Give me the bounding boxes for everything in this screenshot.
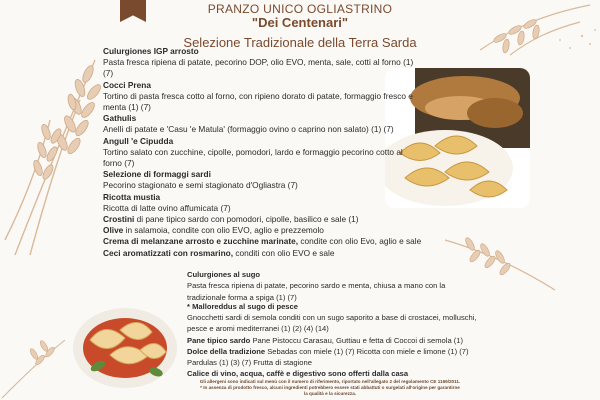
menu-item-description: Tortino salato con zucchine, cipolle, pomodori, lardo e formaggio pecorino cotto al forno (7) xyxy=(103,146,403,169)
menu-subtitle: "Dei Centenari" xyxy=(251,15,349,30)
food-photo-bottom-left xyxy=(70,300,180,390)
menu-item-description: condite con olio Evo, aglio e sale xyxy=(300,236,422,247)
menu-section-top xyxy=(103,46,423,259)
menu-item-description: conditi con olio EVO e sale xyxy=(235,247,335,258)
footnote-line: Gli allergeni sono indicati sul menù con il numero di riferimento, riportato nell'allegato 2 del regolamento CE 1169/2011. xyxy=(199,379,461,384)
footnote-line: la qualità e la sicurezza. xyxy=(303,391,357,396)
menu-item xyxy=(103,136,423,170)
menu-item-inline xyxy=(103,236,433,247)
wheat-bottom-left-decoration xyxy=(0,330,70,400)
menu-item xyxy=(103,46,423,80)
menu-item-description: in salamoia, condite con olio EVO, aglio e prezzemolo xyxy=(125,225,324,236)
menu-item-name: * Malloreddus al sugo di pesce xyxy=(187,302,298,311)
menu-item-inline xyxy=(187,346,487,368)
menu-item xyxy=(103,192,423,214)
menu-item-description: Tortino di pasta fresca cotto al forno, con ripieno dorato di patate, formaggio fresco e menta (1) (7) xyxy=(103,90,413,113)
menu-item-description: Pasta fresca ripiena di patate, pecorino sardo e menta, chiusa a mano con la tradizionale forma a spiga (1) (7) xyxy=(187,281,446,302)
menu-item-name: Ceci aromatizzati con rosmarino, xyxy=(103,247,234,258)
menu-tagline: Selezione Tradizionale della Terra Sarda xyxy=(183,35,417,50)
menu-item-name: Selezione di formaggi sardi xyxy=(103,169,211,180)
menu-item-description: Pane Pistoccu Carasau, Guttiau e fetta di Coccoi di semola (1) xyxy=(252,335,464,345)
menu-item-name: Culurgiones IGP arrosto xyxy=(103,46,199,56)
complimentary-note: Calice di vino, acqua, caffè e digestivo sono offerti dalla casa xyxy=(187,369,409,379)
menu-item-description: Ricotta di latte ovino affumicata (7) xyxy=(103,202,231,213)
footnote-line: * In assenza di prodotto fresco, alcuni ingredienti potrebbero essere stati abbattuti o surgelati all'origine per garantirne xyxy=(200,385,460,390)
menu-item-inline xyxy=(103,248,423,259)
menu-item-name: Crema di melanzane arrosto e zucchine marinate, xyxy=(103,236,299,247)
menu-item-inline xyxy=(103,214,423,225)
menu-item-description: Pasta fresca ripiena di patate, pecorino DOP, olio EVO, menta, sale, cotti al forno (1) (7) xyxy=(103,57,414,79)
menu-item-name: Angull 'e Cipudda xyxy=(103,135,174,146)
menu-item-description: Sebadas con miele (1) (7) Ricotta con miele e limone (1) (7) Pardulas (1) (3) (7) Frutta di stagione xyxy=(187,346,469,368)
wheat-left-decoration xyxy=(0,40,110,260)
menu-item-description: Anelli di patate e 'Casu 'e Matula' (formaggio ovino o caprino non salato) (1) (7) xyxy=(103,124,394,135)
menu-item-description: di pane tipico sardo con pomodori, cipolle, basilico e sale (1) xyxy=(136,214,359,225)
menu-item-name: Dolce della tradizione xyxy=(187,346,266,356)
menu-section-culurgiones xyxy=(187,269,477,303)
menu-item-name: Pane tipico sardo xyxy=(187,335,251,345)
menu-item-name: Culurgiones al sugo xyxy=(187,270,260,279)
allergen-footnote xyxy=(160,379,500,397)
menu-item-inline xyxy=(187,335,487,346)
menu-item-name: Cocci Prena xyxy=(103,79,151,90)
menu-item-description: Gnocchetti sardi di semola conditi con un sugo saporito a base di crostacei, molluschi, pesce e aromi mediterranei (1) (2) (4) (14) xyxy=(187,313,477,334)
menu-item xyxy=(103,80,423,114)
menu-item-name: Ricotta mustia xyxy=(103,191,161,202)
menu-item-name: Olive xyxy=(103,225,124,236)
menu-item-name: Gathulis xyxy=(103,113,137,124)
menu-item-description: Pecorino stagionato e semi stagionato d'Ogliastra (7) xyxy=(103,180,298,191)
menu-item-inline xyxy=(103,225,423,236)
menu-item-name: Crostini xyxy=(103,214,135,225)
menu-item xyxy=(103,113,423,135)
menu-title: PRANZO UNICO OGLIASTRINO xyxy=(207,2,393,16)
menu-item xyxy=(103,169,423,191)
menu-section-bottom xyxy=(187,301,487,379)
